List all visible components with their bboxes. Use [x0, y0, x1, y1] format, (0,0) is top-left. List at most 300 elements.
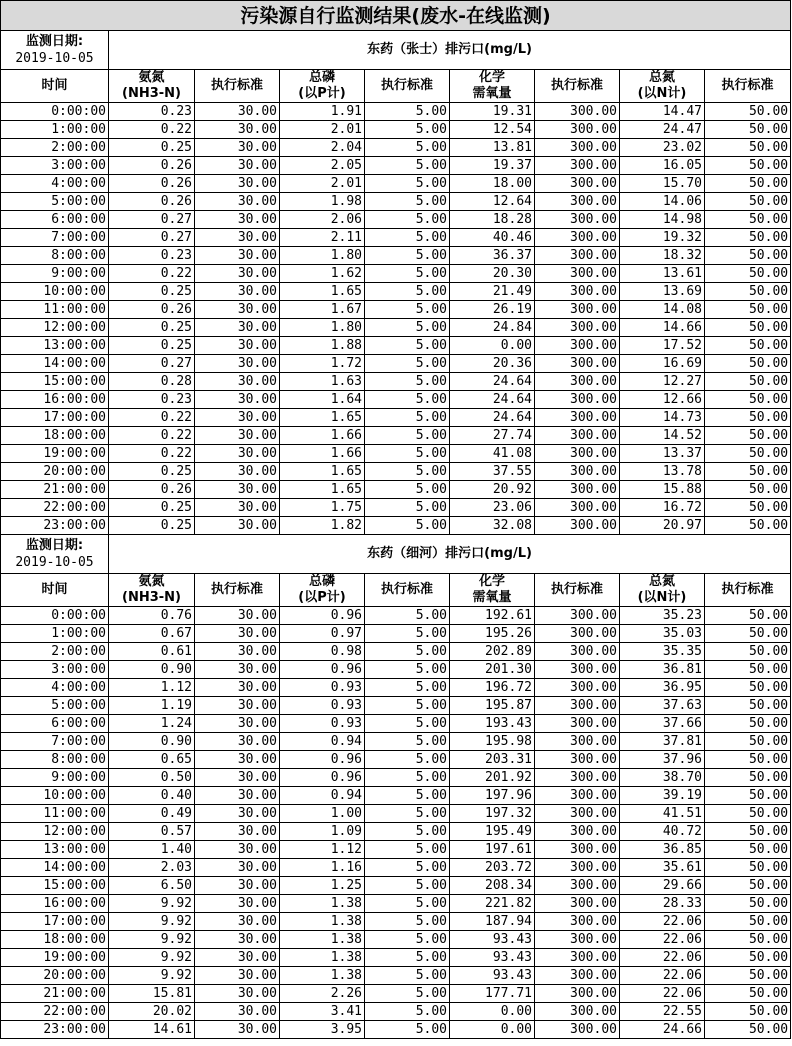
value-cell: 22.06 [620, 931, 705, 949]
value-cell: 9.92 [109, 967, 195, 985]
value-cell: 0.40 [109, 787, 195, 805]
value-cell: 0.49 [109, 805, 195, 823]
column-header-line1: 时间 [41, 78, 68, 93]
table-row [1, 661, 791, 679]
section-header-row [1, 535, 791, 574]
value-cell: 5.00 [365, 139, 450, 157]
value-cell: 30.00 [195, 877, 280, 895]
value-cell: 50.00 [705, 625, 791, 643]
value-cell: 50.00 [705, 607, 791, 625]
time-cell: 3:00:00 [1, 157, 109, 175]
time-cell: 5:00:00 [1, 697, 109, 715]
value-cell: 5.00 [365, 175, 450, 193]
value-cell: 2.03 [109, 859, 195, 877]
time-cell: 4:00:00 [1, 679, 109, 697]
value-cell: 16.69 [620, 355, 705, 373]
value-cell: 2.01 [280, 121, 365, 139]
value-cell: 50.00 [705, 463, 791, 481]
value-cell: 1.75 [280, 499, 365, 517]
value-cell: 5.00 [365, 1021, 450, 1039]
time-cell: 20:00:00 [1, 967, 109, 985]
value-cell: 30.00 [195, 697, 280, 715]
value-cell: 300.00 [535, 697, 620, 715]
value-cell: 2.06 [280, 211, 365, 229]
table-row [1, 283, 791, 301]
sheet-title: 污染源自行监测结果(废水-在线监测) [1, 1, 791, 31]
value-cell: 30.00 [195, 823, 280, 841]
value-cell: 50.00 [705, 1003, 791, 1021]
value-cell: 5.00 [365, 121, 450, 139]
value-cell: 22.06 [620, 985, 705, 1003]
value-cell: 50.00 [705, 841, 791, 859]
time-cell: 5:00:00 [1, 193, 109, 211]
value-cell: 19.37 [450, 157, 535, 175]
value-cell: 1.12 [109, 679, 195, 697]
time-cell: 22:00:00 [1, 1003, 109, 1021]
value-cell: 5.00 [365, 391, 450, 409]
value-cell: 300.00 [535, 409, 620, 427]
value-cell: 37.81 [620, 733, 705, 751]
value-cell: 195.87 [450, 697, 535, 715]
table-row [1, 643, 791, 661]
value-cell: 0.96 [280, 769, 365, 787]
time-cell: 23:00:00 [1, 1021, 109, 1039]
value-cell: 5.00 [365, 787, 450, 805]
value-cell: 0.94 [280, 733, 365, 751]
column-header [705, 574, 791, 607]
value-cell: 201.92 [450, 769, 535, 787]
column-header [450, 574, 535, 607]
column-header-line1: 执行标准 [210, 78, 263, 93]
value-cell: 30.00 [195, 1003, 280, 1021]
value-cell: 5.00 [365, 985, 450, 1003]
value-cell: 50.00 [705, 337, 791, 355]
value-cell: 50.00 [705, 139, 791, 157]
value-cell: 12.54 [450, 121, 535, 139]
value-cell: 300.00 [535, 877, 620, 895]
value-cell: 30.00 [195, 139, 280, 157]
value-cell: 208.34 [450, 877, 535, 895]
value-cell: 27.74 [450, 427, 535, 445]
value-cell: 37.66 [620, 715, 705, 733]
value-cell: 300.00 [535, 337, 620, 355]
value-cell: 5.00 [365, 823, 450, 841]
value-cell: 0.90 [109, 661, 195, 679]
value-cell: 30.00 [195, 733, 280, 751]
value-cell: 13.81 [450, 139, 535, 157]
table-row [1, 1003, 791, 1021]
table-row [1, 355, 791, 373]
value-cell: 300.00 [535, 283, 620, 301]
column-header [1, 574, 109, 607]
value-cell: 5.00 [365, 859, 450, 877]
value-cell: 5.00 [365, 643, 450, 661]
value-cell: 300.00 [535, 445, 620, 463]
value-cell: 1.38 [280, 967, 365, 985]
value-cell: 37.55 [450, 463, 535, 481]
value-cell: 197.96 [450, 787, 535, 805]
value-cell: 0.96 [280, 751, 365, 769]
value-cell: 30.00 [195, 805, 280, 823]
value-cell: 300.00 [535, 805, 620, 823]
time-cell: 13:00:00 [1, 841, 109, 859]
value-cell: 2.01 [280, 175, 365, 193]
value-cell: 2.11 [280, 229, 365, 247]
column-header-line2: (以P计) [298, 590, 346, 605]
value-cell: 300.00 [535, 751, 620, 769]
value-cell: 35.35 [620, 643, 705, 661]
section-header-row [1, 31, 791, 70]
value-cell: 30.00 [195, 103, 280, 121]
value-cell: 5.00 [365, 445, 450, 463]
value-cell: 29.66 [620, 877, 705, 895]
table-row [1, 157, 791, 175]
value-cell: 50.00 [705, 103, 791, 121]
column-header-line1: 化学 [478, 70, 505, 85]
value-cell: 13.61 [620, 265, 705, 283]
table-row [1, 877, 791, 895]
value-cell: 5.00 [365, 751, 450, 769]
value-cell: 24.64 [450, 373, 535, 391]
value-cell: 50.00 [705, 949, 791, 967]
value-cell: 30.00 [195, 661, 280, 679]
value-cell: 50.00 [705, 211, 791, 229]
value-cell: 30.00 [195, 445, 280, 463]
time-cell: 17:00:00 [1, 913, 109, 931]
value-cell: 300.00 [535, 427, 620, 445]
table-row [1, 859, 791, 877]
table-row [1, 733, 791, 751]
value-cell: 9.92 [109, 895, 195, 913]
value-cell: 1.00 [280, 805, 365, 823]
time-cell: 21:00:00 [1, 481, 109, 499]
table-row [1, 499, 791, 517]
value-cell: 23.06 [450, 499, 535, 517]
value-cell: 50.00 [705, 499, 791, 517]
value-cell: 5.00 [365, 103, 450, 121]
value-cell: 5.00 [365, 967, 450, 985]
time-cell: 8:00:00 [1, 247, 109, 265]
value-cell: 1.88 [280, 337, 365, 355]
value-cell: 5.00 [365, 301, 450, 319]
value-cell: 5.00 [365, 337, 450, 355]
value-cell: 30.00 [195, 175, 280, 193]
time-cell: 10:00:00 [1, 787, 109, 805]
time-cell: 23:00:00 [1, 517, 109, 535]
value-cell: 0.25 [109, 337, 195, 355]
value-cell: 1.62 [280, 265, 365, 283]
column-header [280, 70, 365, 103]
value-cell: 24.47 [620, 121, 705, 139]
value-cell: 0.25 [109, 517, 195, 535]
value-cell: 0.98 [280, 643, 365, 661]
value-cell: 18.28 [450, 211, 535, 229]
column-header [365, 70, 450, 103]
value-cell: 30.00 [195, 319, 280, 337]
column-header [365, 574, 450, 607]
value-cell: 3.41 [280, 1003, 365, 1021]
value-cell: 12.64 [450, 193, 535, 211]
value-cell: 37.63 [620, 697, 705, 715]
time-cell: 1:00:00 [1, 625, 109, 643]
column-header-line2: (NH3-N) [122, 590, 181, 605]
value-cell: 22.06 [620, 949, 705, 967]
value-cell: 5.00 [365, 805, 450, 823]
value-cell: 192.61 [450, 607, 535, 625]
time-cell: 12:00:00 [1, 319, 109, 337]
value-cell: 1.66 [280, 445, 365, 463]
column-header-line1: 氨氮 [138, 70, 165, 85]
column-header-line1: 化学 [478, 574, 505, 589]
value-cell: 50.00 [705, 319, 791, 337]
value-cell: 197.32 [450, 805, 535, 823]
value-cell: 1.65 [280, 463, 365, 481]
table-row [1, 769, 791, 787]
monitoring-date-label: 监测日期: [25, 538, 84, 553]
value-cell: 22.06 [620, 913, 705, 931]
value-cell: 50.00 [705, 355, 791, 373]
value-cell: 1.12 [280, 841, 365, 859]
value-cell: 0.96 [280, 661, 365, 679]
value-cell: 39.19 [620, 787, 705, 805]
value-cell: 1.38 [280, 931, 365, 949]
value-cell: 1.24 [109, 715, 195, 733]
value-cell: 50.00 [705, 931, 791, 949]
value-cell: 35.03 [620, 625, 705, 643]
column-header-line1: 时间 [41, 582, 68, 597]
value-cell: 5.00 [365, 697, 450, 715]
value-cell: 24.64 [450, 391, 535, 409]
table-row [1, 427, 791, 445]
value-cell: 5.00 [365, 229, 450, 247]
value-cell: 300.00 [535, 247, 620, 265]
value-cell: 0.26 [109, 193, 195, 211]
value-cell: 196.72 [450, 679, 535, 697]
monitoring-date-value: 2019-10-05 [15, 555, 94, 570]
value-cell: 12.27 [620, 373, 705, 391]
value-cell: 50.00 [705, 517, 791, 535]
value-cell: 13.37 [620, 445, 705, 463]
value-cell: 13.78 [620, 463, 705, 481]
value-cell: 300.00 [535, 985, 620, 1003]
time-cell: 0:00:00 [1, 607, 109, 625]
value-cell: 0.50 [109, 769, 195, 787]
value-cell: 1.40 [109, 841, 195, 859]
value-cell: 30.00 [195, 373, 280, 391]
column-header-line1: 总磷 [308, 574, 335, 589]
value-cell: 300.00 [535, 193, 620, 211]
table-row [1, 715, 791, 733]
value-cell: 50.00 [705, 733, 791, 751]
value-cell: 37.96 [620, 751, 705, 769]
value-cell: 5.00 [365, 1003, 450, 1021]
value-cell: 203.31 [450, 751, 535, 769]
value-cell: 50.00 [705, 985, 791, 1003]
value-cell: 1.16 [280, 859, 365, 877]
value-cell: 300.00 [535, 949, 620, 967]
value-cell: 35.61 [620, 859, 705, 877]
value-cell: 1.65 [280, 409, 365, 427]
value-cell: 0.76 [109, 607, 195, 625]
value-cell: 5.00 [365, 625, 450, 643]
value-cell: 0.61 [109, 643, 195, 661]
value-cell: 1.19 [109, 697, 195, 715]
value-cell: 0.22 [109, 121, 195, 139]
table-row [1, 697, 791, 715]
value-cell: 0.28 [109, 373, 195, 391]
value-cell: 1.38 [280, 895, 365, 913]
value-cell: 1.82 [280, 517, 365, 535]
value-cell: 0.93 [280, 679, 365, 697]
value-cell: 16.05 [620, 157, 705, 175]
value-cell: 5.00 [365, 265, 450, 283]
value-cell: 0.27 [109, 355, 195, 373]
value-cell: 0.90 [109, 733, 195, 751]
value-cell: 300.00 [535, 229, 620, 247]
value-cell: 5.00 [365, 319, 450, 337]
column-header-line1: 氨氮 [138, 574, 165, 589]
value-cell: 22.55 [620, 1003, 705, 1021]
value-cell: 14.73 [620, 409, 705, 427]
value-cell: 300.00 [535, 823, 620, 841]
value-cell: 50.00 [705, 481, 791, 499]
time-cell: 2:00:00 [1, 643, 109, 661]
monitoring-date-cell [1, 31, 109, 70]
value-cell: 187.94 [450, 913, 535, 931]
value-cell: 30.00 [195, 913, 280, 931]
time-cell: 8:00:00 [1, 751, 109, 769]
value-cell: 30.00 [195, 283, 280, 301]
value-cell: 93.43 [450, 931, 535, 949]
value-cell: 0.97 [280, 625, 365, 643]
column-header-line2: 需氧量 [472, 86, 512, 101]
value-cell: 300.00 [535, 625, 620, 643]
table-row [1, 301, 791, 319]
value-cell: 36.85 [620, 841, 705, 859]
value-cell: 17.52 [620, 337, 705, 355]
table-row [1, 985, 791, 1003]
table-row [1, 337, 791, 355]
value-cell: 15.81 [109, 985, 195, 1003]
value-cell: 300.00 [535, 787, 620, 805]
column-header [620, 70, 705, 103]
time-cell: 11:00:00 [1, 805, 109, 823]
value-cell: 5.00 [365, 679, 450, 697]
column-header [450, 70, 535, 103]
value-cell: 300.00 [535, 967, 620, 985]
value-cell: 0.22 [109, 409, 195, 427]
value-cell: 30.00 [195, 625, 280, 643]
time-cell: 2:00:00 [1, 139, 109, 157]
column-header-line1: 执行标准 [721, 78, 774, 93]
value-cell: 5.00 [365, 157, 450, 175]
value-cell: 0.22 [109, 427, 195, 445]
value-cell: 5.00 [365, 661, 450, 679]
value-cell: 20.02 [109, 1003, 195, 1021]
value-cell: 40.72 [620, 823, 705, 841]
value-cell: 18.00 [450, 175, 535, 193]
column-header-line1: 执行标准 [721, 582, 774, 597]
value-cell: 30.00 [195, 859, 280, 877]
time-cell: 10:00:00 [1, 283, 109, 301]
value-cell: 2.26 [280, 985, 365, 1003]
value-cell: 50.00 [705, 697, 791, 715]
value-cell: 30.00 [195, 679, 280, 697]
value-cell: 15.88 [620, 481, 705, 499]
value-cell: 300.00 [535, 769, 620, 787]
table-row [1, 625, 791, 643]
value-cell: 26.19 [450, 301, 535, 319]
value-cell: 30.00 [195, 1021, 280, 1039]
column-header [195, 574, 280, 607]
value-cell: 300.00 [535, 499, 620, 517]
value-cell: 9.92 [109, 931, 195, 949]
value-cell: 1.66 [280, 427, 365, 445]
value-cell: 300.00 [535, 373, 620, 391]
value-cell: 300.00 [535, 319, 620, 337]
value-cell: 221.82 [450, 895, 535, 913]
value-cell: 30.00 [195, 985, 280, 1003]
value-cell: 19.31 [450, 103, 535, 121]
value-cell: 15.70 [620, 175, 705, 193]
time-cell: 18:00:00 [1, 427, 109, 445]
value-cell: 30.00 [195, 499, 280, 517]
value-cell: 5.00 [365, 913, 450, 931]
value-cell: 1.80 [280, 319, 365, 337]
value-cell: 0.96 [280, 607, 365, 625]
table-row [1, 139, 791, 157]
time-cell: 7:00:00 [1, 733, 109, 751]
value-cell: 300.00 [535, 463, 620, 481]
value-cell: 197.61 [450, 841, 535, 859]
time-cell: 16:00:00 [1, 391, 109, 409]
value-cell: 5.00 [365, 355, 450, 373]
value-cell: 5.00 [365, 283, 450, 301]
value-cell: 0.26 [109, 481, 195, 499]
time-cell: 3:00:00 [1, 661, 109, 679]
value-cell: 30.00 [195, 607, 280, 625]
value-cell: 0.22 [109, 445, 195, 463]
value-cell: 14.61 [109, 1021, 195, 1039]
column-header-line1: 执行标准 [550, 78, 603, 93]
value-cell: 50.00 [705, 283, 791, 301]
value-cell: 300.00 [535, 859, 620, 877]
value-cell: 300.00 [535, 895, 620, 913]
value-cell: 30.00 [195, 211, 280, 229]
column-header-line2: (以N计) [637, 86, 687, 101]
value-cell: 30.00 [195, 931, 280, 949]
value-cell: 50.00 [705, 913, 791, 931]
value-cell: 0.25 [109, 463, 195, 481]
value-cell: 40.46 [450, 229, 535, 247]
time-cell: 21:00:00 [1, 985, 109, 1003]
value-cell: 1.38 [280, 949, 365, 967]
time-cell: 19:00:00 [1, 949, 109, 967]
value-cell: 0.26 [109, 157, 195, 175]
value-cell: 195.26 [450, 625, 535, 643]
value-cell: 50.00 [705, 121, 791, 139]
value-cell: 0.23 [109, 391, 195, 409]
value-cell: 0.26 [109, 301, 195, 319]
value-cell: 30.00 [195, 337, 280, 355]
value-cell: 5.00 [365, 769, 450, 787]
value-cell: 24.64 [450, 409, 535, 427]
value-cell: 5.00 [365, 733, 450, 751]
value-cell: 93.43 [450, 949, 535, 967]
value-cell: 5.00 [365, 373, 450, 391]
table-row [1, 211, 791, 229]
table-row [1, 247, 791, 265]
